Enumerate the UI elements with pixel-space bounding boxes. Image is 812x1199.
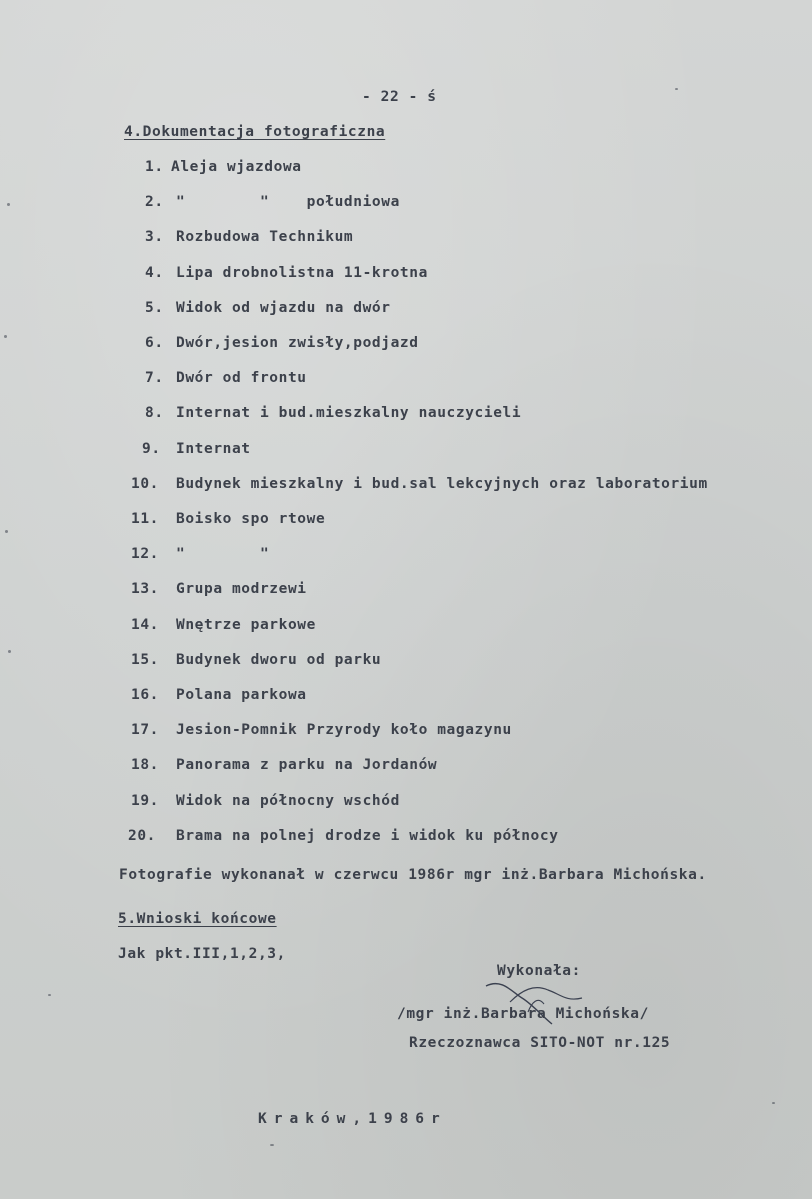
list-item-number: 20.	[128, 828, 156, 844]
section-4-heading: 4.Dokumentacja fotograficzna	[124, 124, 386, 140]
list-item-number: 16.	[131, 687, 159, 703]
list-item-text: Aleja wjazdowa	[171, 159, 302, 175]
list-item-number: 1.	[145, 159, 164, 175]
list-item-number: 6.	[145, 335, 164, 351]
list-item-number: 14.	[131, 617, 159, 633]
list-item-text: Jesion-Pomnik Przyrody koło magazynu	[176, 722, 512, 738]
list-item-text: Panorama z parku na Jordanów	[176, 757, 438, 773]
list-item-number: 4.	[145, 265, 164, 281]
list-item-number: 2.	[145, 194, 164, 210]
photo-note: Fotografie wykonanał w czerwcu 1986r mgr inż.Barbara Michońska.	[119, 867, 707, 883]
list-item-text: Rozbudowa Technikum	[176, 229, 354, 245]
list-item-number: 9.	[142, 441, 161, 457]
list-item-number: 7.	[145, 370, 164, 386]
list-item-text: Widok na północny wschód	[176, 793, 400, 809]
ink-speck	[8, 650, 11, 653]
section-5-text: Jak pkt.III,1,2,3,	[118, 946, 286, 962]
ink-speck	[48, 994, 51, 996]
list-item-text: Lipa drobnolistna 11-krotna	[176, 265, 428, 281]
list-item-text: Dwór,jesion zwisły,podjazd	[176, 335, 419, 351]
ink-speck	[5, 530, 8, 533]
list-item-text: Grupa modrzewi	[176, 581, 307, 597]
list-item-text: Brama na polnej drodze i widok ku północy	[176, 828, 559, 844]
list-item-text: Budynek mieszkalny i bud.sal lekcyjnych oraz laboratorium	[176, 476, 708, 492]
ink-speck	[772, 1102, 775, 1104]
ink-speck	[675, 88, 678, 90]
ink-speck	[7, 203, 10, 206]
ink-speck	[270, 1144, 274, 1146]
signature-name: /mgr inż.Barbara Michońska/	[397, 1006, 649, 1022]
list-item-number: 17.	[131, 722, 159, 738]
list-item-number: 12.	[131, 546, 159, 562]
list-item-number: 11.	[131, 511, 159, 527]
list-item-text: Budynek dworu od parku	[176, 652, 382, 668]
place-date: Kraków,1986r	[258, 1111, 447, 1127]
list-item-text: Widok od wjazdu na dwór	[176, 300, 391, 316]
list-item-text: Boisko spo rtowe	[176, 511, 326, 527]
list-item-number: 19.	[131, 793, 159, 809]
list-item-text: Wnętrze parkowe	[176, 617, 316, 633]
list-item-text: Dwór od frontu	[176, 370, 307, 386]
section-5-heading: 5.Wnioski końcowe	[118, 911, 277, 927]
list-item-text: " "	[176, 546, 270, 562]
page-number: - 22 - ś	[362, 89, 437, 105]
ink-speck	[4, 335, 7, 338]
list-item-text: Internat	[176, 441, 251, 457]
signature-label: Wykonała:	[497, 963, 581, 979]
list-item-text: " " południowa	[176, 194, 400, 210]
list-item-text: Polana parkowa	[176, 687, 307, 703]
list-item-text: Internat i bud.mieszkalny nauczycieli	[176, 405, 522, 421]
list-item-number: 8.	[145, 405, 164, 421]
list-item-number: 10.	[131, 476, 159, 492]
list-item-number: 5.	[145, 300, 164, 316]
list-item-number: 13.	[131, 581, 159, 597]
list-item-number: 3.	[145, 229, 164, 245]
list-item-number: 15.	[131, 652, 159, 668]
signature-title: Rzeczoznawca SITO-NOT nr.125	[409, 1035, 671, 1051]
list-item-number: 18.	[131, 757, 159, 773]
